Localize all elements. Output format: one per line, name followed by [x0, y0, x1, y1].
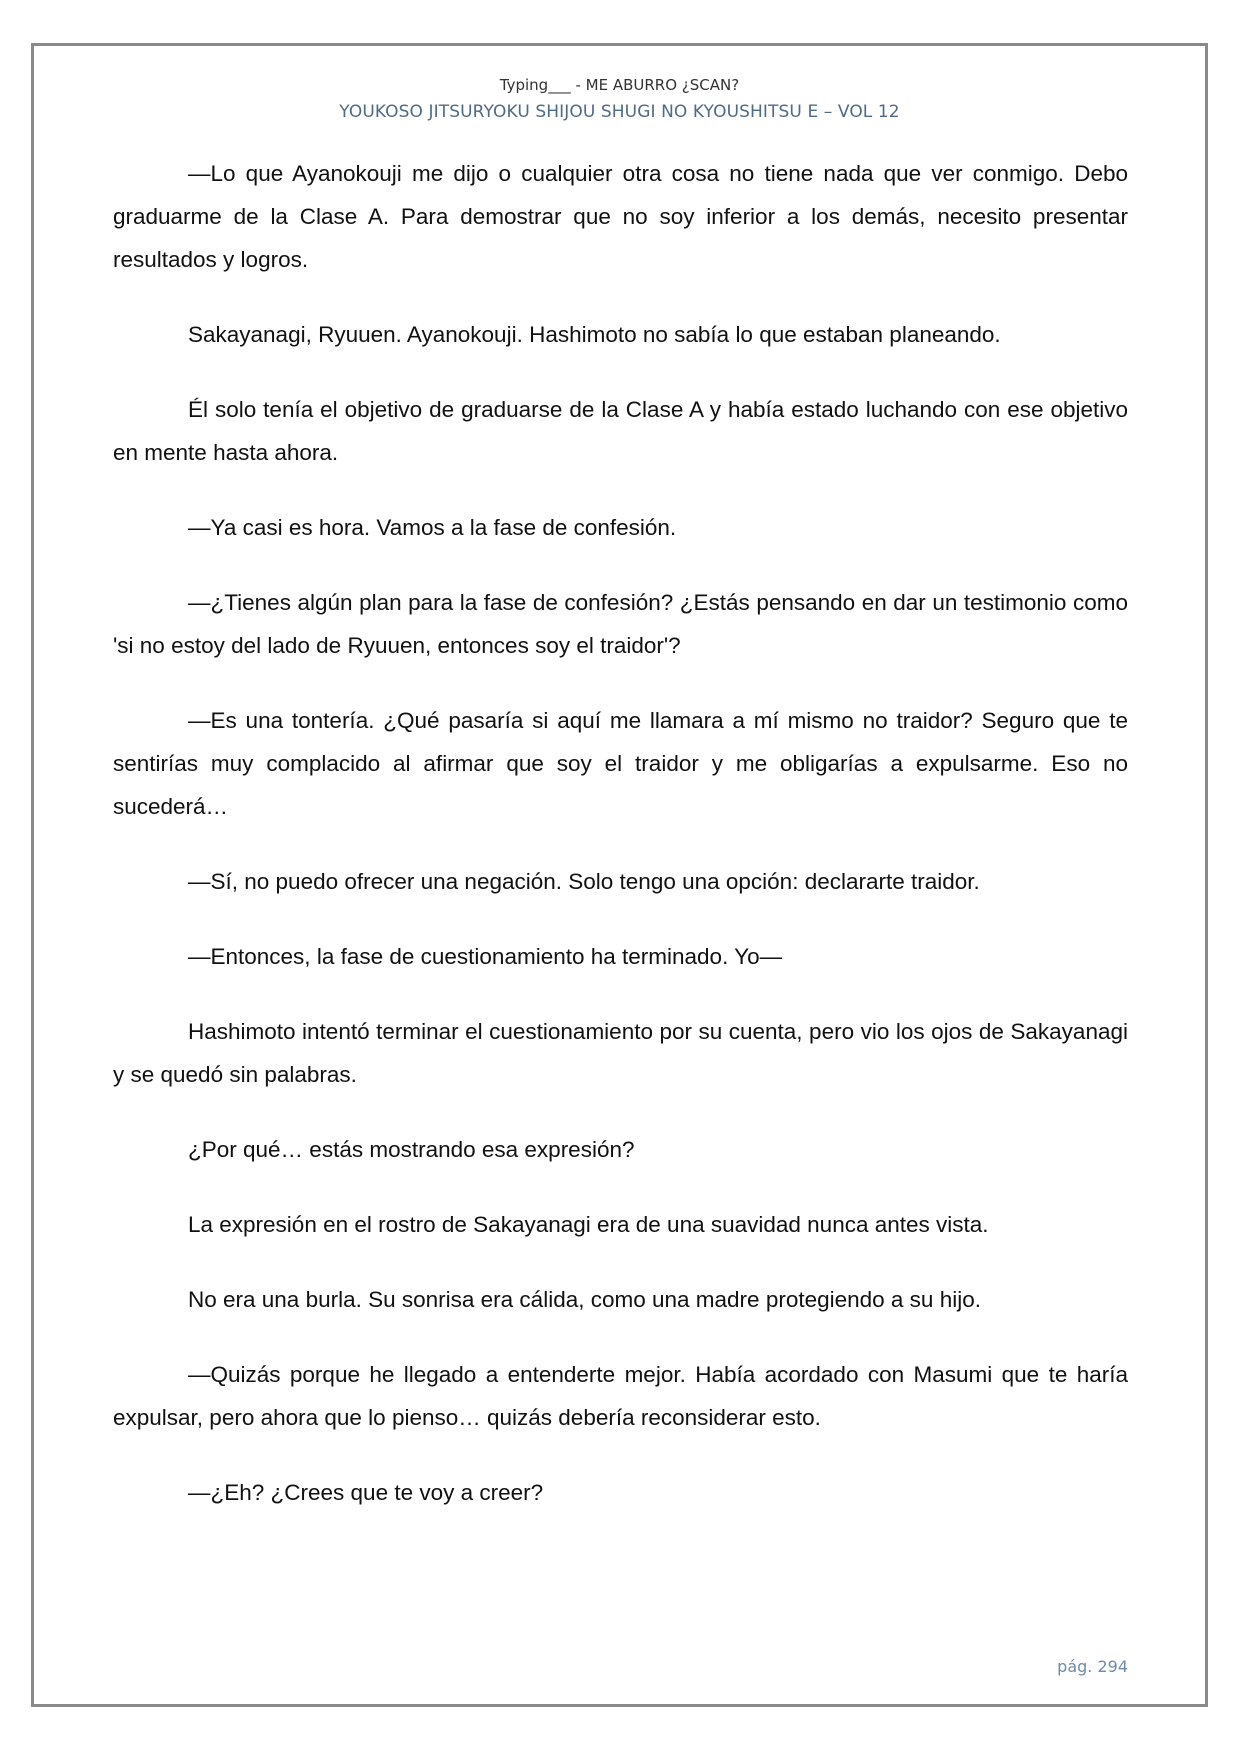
paragraph: —Entonces, la fase de cuestionamiento ha terminado. Yo—	[188, 944, 783, 969]
header-typing-credit: Typing___ - ME ABURRO ¿SCAN?	[499, 76, 740, 94]
paragraph: ¿Por qué… estás mostrando esa expresión?	[188, 1137, 635, 1162]
paragraph: —¿Eh? ¿Crees que te voy a creer?	[188, 1480, 544, 1505]
paragraph: —Es una tontería. ¿Qué pasaría si aquí me llamara a mí mismo no traidor? Seguro que te sentirías muy complacido al afirmar que soy el traidor y me obligarías a expulsarme. Eso no sucederá…	[113, 708, 1128, 819]
paragraph: Sakayanagi, Ryuuen. Ayanokouji. Hashimoto no sabía lo que estaban planeando.	[188, 322, 1001, 347]
paragraph: —Ya casi es hora. Vamos a la fase de confesión.	[188, 515, 677, 540]
paragraph: —Quizás porque he llegado a entenderte mejor. Había acordado con Masumi que te haría expulsar, pero ahora que lo pienso… quizás debería reconsiderar esto.	[113, 1362, 1128, 1430]
paragraph: —Lo que Ayanokouji me dijo o cualquier otra cosa no tiene nada que ver conmigo. Debo graduarme de la Clase A. Para demostrar que no soy inferior a los demás, necesito presentar resultados y logros.	[113, 161, 1128, 272]
paragraph: Hashimoto intentó terminar el cuestionamiento por su cuenta, pero vio los ojos de Sakayanagi y se quedó sin palabras.	[113, 1019, 1128, 1087]
paragraph: La expresión en el rostro de Sakayanagi era de una suavidad nunca antes vista.	[188, 1212, 989, 1237]
header-book-title: YOUKOSO JITSURYOKU SHIJOU SHUGI NO KYOUSHITSU E – VOL 12	[339, 102, 900, 122]
page-number: pág. 294	[1057, 1657, 1128, 1676]
paragraph: —¿Tienes algún plan para la fase de confesión? ¿Estás pensando en dar un testimonio como 'si no estoy del lado de Ryuuen, entonces soy el traidor'?	[113, 590, 1128, 658]
page-body	[113, 152, 1128, 1546]
paragraph: No era una burla. Su sonrisa era cálida, como una madre protegiendo a su hijo.	[188, 1287, 981, 1312]
paragraph: —Sí, no puedo ofrecer una negación. Solo tengo una opción: declararte traidor.	[188, 869, 980, 894]
paragraph: Él solo tenía el objetivo de graduarse de la Clase A y había estado luchando con ese objetivo en mente hasta ahora.	[113, 397, 1128, 465]
